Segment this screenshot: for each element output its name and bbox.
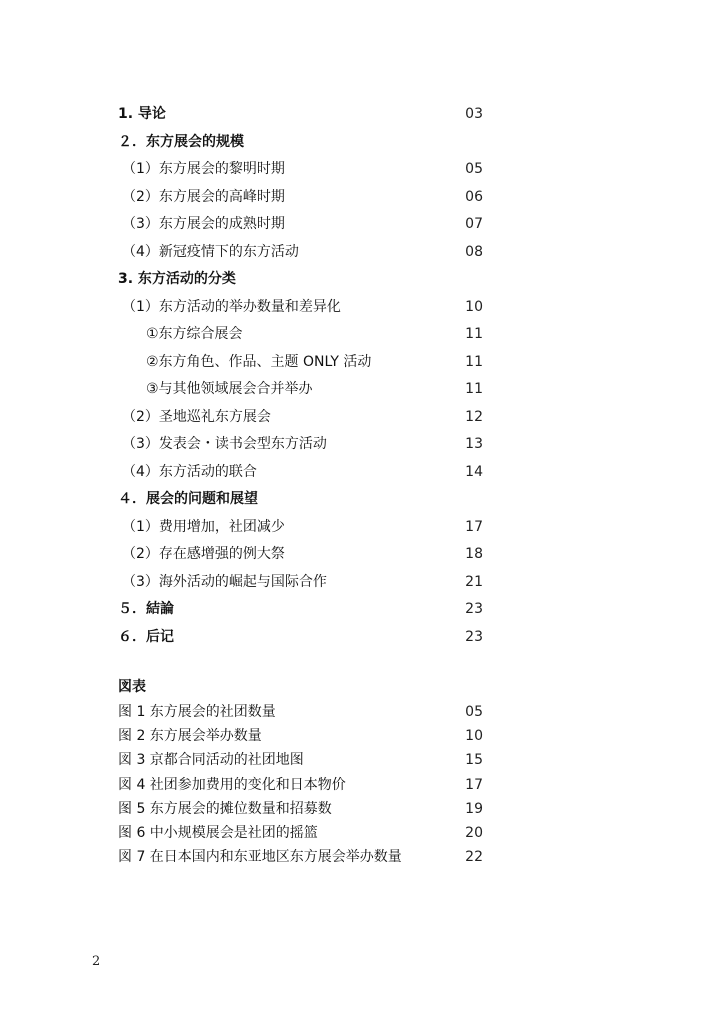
toc-row[interactable] <box>118 514 483 542</box>
toc-label: ②东方角色、作品、主题 ONLY 活动 <box>146 353 372 370</box>
figure-row[interactable] <box>118 845 483 869</box>
page-number: 2 <box>92 954 101 969</box>
figure-page: 05 <box>465 704 483 720</box>
figure-label: 图 1 东方展会的社团数量 <box>118 704 276 720</box>
toc-row[interactable] <box>118 486 483 514</box>
table-of-contents <box>118 101 483 651</box>
figure-label: 図 7 在日本国内和东亚地区东方展会举办数量 <box>118 849 402 866</box>
figure-page: 15 <box>465 752 483 769</box>
toc-row[interactable] <box>118 129 483 157</box>
toc-page: 13 <box>465 436 483 452</box>
toc-page: 08 <box>465 243 483 260</box>
toc-page: 10 <box>465 298 483 315</box>
toc-row[interactable] <box>118 459 483 487</box>
toc-page: 17 <box>465 518 483 535</box>
figure-row[interactable] <box>118 748 483 772</box>
toc-label: （3）东方展会的成熟时期 <box>122 216 285 232</box>
figure-row[interactable] <box>118 724 483 748</box>
figure-label: 图 6 中小规模展会是社团的摇篮 <box>118 824 318 841</box>
figure-row[interactable] <box>118 821 483 845</box>
figure-page: 10 <box>465 728 483 745</box>
toc-label: 3. 东方活动的分类 <box>118 271 236 287</box>
figure-row[interactable] <box>118 797 483 821</box>
toc-page: 23 <box>465 628 483 645</box>
toc-page: 23 <box>465 601 483 617</box>
toc-label: 1. 导论 <box>118 106 166 122</box>
toc-row[interactable] <box>118 349 483 377</box>
toc-page: 11 <box>465 353 483 370</box>
toc-row[interactable] <box>118 431 483 459</box>
toc-row[interactable] <box>118 211 483 239</box>
figure-page: 22 <box>465 849 483 866</box>
toc-label: ４．展会的问题和展望 <box>118 491 258 507</box>
toc-label: ５．結論 <box>118 601 174 617</box>
toc-page: 05 <box>465 161 483 177</box>
toc-label: ２．东方展会的规模 <box>118 133 244 150</box>
toc-row[interactable] <box>118 596 483 624</box>
toc-row[interactable] <box>118 184 483 212</box>
toc-page: 06 <box>465 188 483 205</box>
toc-row[interactable] <box>118 294 483 322</box>
figure-page: 17 <box>465 776 483 793</box>
toc-label: （1）东方活动的举办数量和差异化 <box>122 298 341 315</box>
toc-page: 03 <box>465 106 483 122</box>
figure-label: 図 4 社团参加费用的变化和日本物价 <box>118 776 346 793</box>
toc-label: （3）海外活动的崛起与国际合作 <box>122 573 327 590</box>
toc-row[interactable] <box>118 541 483 569</box>
toc-label: （2）东方展会的高峰时期 <box>122 188 285 205</box>
toc-label: ③与其他领域展会合并举办 <box>146 381 313 397</box>
toc-label: （1）东方展会的黎明时期 <box>122 161 285 177</box>
toc-row[interactable] <box>118 101 483 129</box>
toc-row[interactable] <box>118 266 483 294</box>
toc-page: 18 <box>465 546 483 562</box>
toc-row[interactable] <box>118 404 483 432</box>
toc-label: （2）存在感增强的例大祭 <box>122 546 285 562</box>
toc-label: ６．后记 <box>118 628 174 645</box>
toc-page: 11 <box>465 326 483 342</box>
toc-row[interactable] <box>118 569 483 597</box>
toc-row[interactable] <box>118 239 483 267</box>
toc-page: 07 <box>465 216 483 232</box>
toc-row[interactable] <box>118 624 483 652</box>
figure-label: 図 3 京都合同活动的社团地图 <box>118 752 304 769</box>
figure-page: 19 <box>465 800 483 817</box>
figure-row[interactable] <box>118 700 483 724</box>
toc-label: （1）费用增加，社团减少 <box>122 518 285 535</box>
figure-label: 图 2 东方展会举办数量 <box>118 728 262 745</box>
toc-page: 14 <box>465 463 483 480</box>
figure-list <box>118 675 483 869</box>
toc-row[interactable] <box>118 376 483 404</box>
toc-row[interactable] <box>118 321 483 349</box>
figure-label: 图 5 东方展会的摊位数量和招募数 <box>118 800 332 817</box>
figure-list-title: 図表 <box>118 679 146 695</box>
toc-label: （2）圣地巡礼东方展会 <box>122 408 271 425</box>
toc-page: 12 <box>465 408 483 425</box>
toc-label: ①东方综合展会 <box>146 326 243 342</box>
toc-row[interactable] <box>118 156 483 184</box>
figure-page: 20 <box>465 824 483 841</box>
toc-label: （3）发表会・读书会型东方活动 <box>122 436 327 452</box>
toc-label: （4）东方活动的联合 <box>122 463 257 480</box>
figure-row[interactable] <box>118 773 483 797</box>
toc-page: 21 <box>465 573 483 590</box>
toc-page: 11 <box>465 381 483 397</box>
toc-label: （4）新冠疫情下的东方活动 <box>122 243 299 260</box>
